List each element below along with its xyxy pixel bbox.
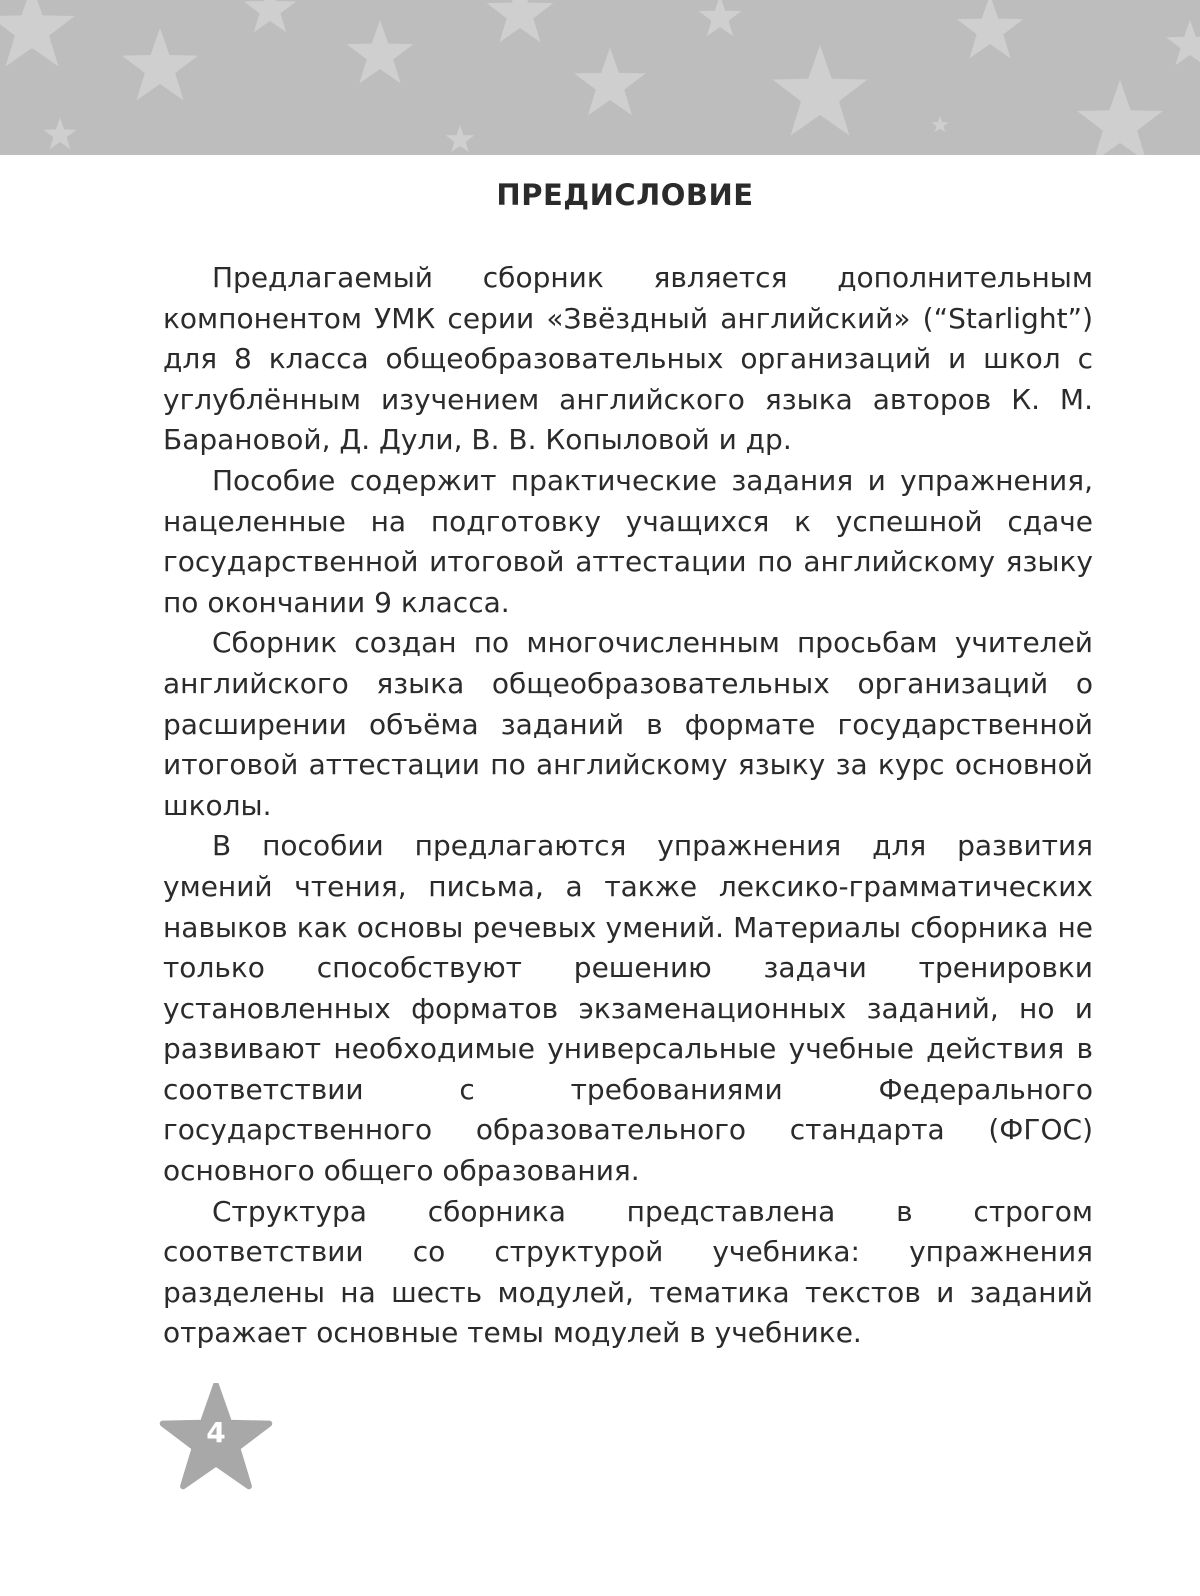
paragraph: Пособие содержит практические задания и упражнения, нацеленные на подготовку учащихся к успешной сдаче государственной итоговой аттестации по английскому языку по окончании 9 класса.: [163, 463, 1093, 619]
preface-body: [163, 258, 1093, 1354]
paragraph: В пособии предлагаются упражнения для развития умений чтения, письма, а также лексико-грамматических навыков как основы речевых умений. Материалы сборника не только способствуют решению задачи тренировки установленных форматов экзаменационных заданий, но и развивают необходимые универсальные учебные действия в соответствии с требованиями Федерального государственного образовательного стандарта (ФГОС) основного общего образования.: [163, 829, 1093, 1188]
header-star-band: [0, 0, 1200, 155]
paragraph: Структура сборника представлена в строгом соответствии со структурой учебника: упражнения разделены на шесть модулей, тематика текстов и заданий отражает основные темы модулей в учебнике.: [163, 1194, 1093, 1350]
page-number: 4: [206, 1416, 226, 1449]
page-title: ПРЕДИСЛОВИЕ: [496, 178, 754, 212]
paragraph: Предлагаемый сборник является дополнительным компонентом УМК серии «Звёздный английский» (“Starlight”) для 8 класса общеобразовательных организаций и школ с углублённым изучением английского языка авторов К. М. Барановой, Д. Дули, В. В. Копыловой и др.: [163, 261, 1093, 457]
star-pattern-decoration: [0, 0, 1200, 155]
paragraph: Сборник создан по многочисленным просьбам учителей английского языка общеобразовательных организаций о расширении объёма заданий в формате государственной итоговой аттестации по английскому языку за курс основной школы.: [163, 626, 1093, 822]
